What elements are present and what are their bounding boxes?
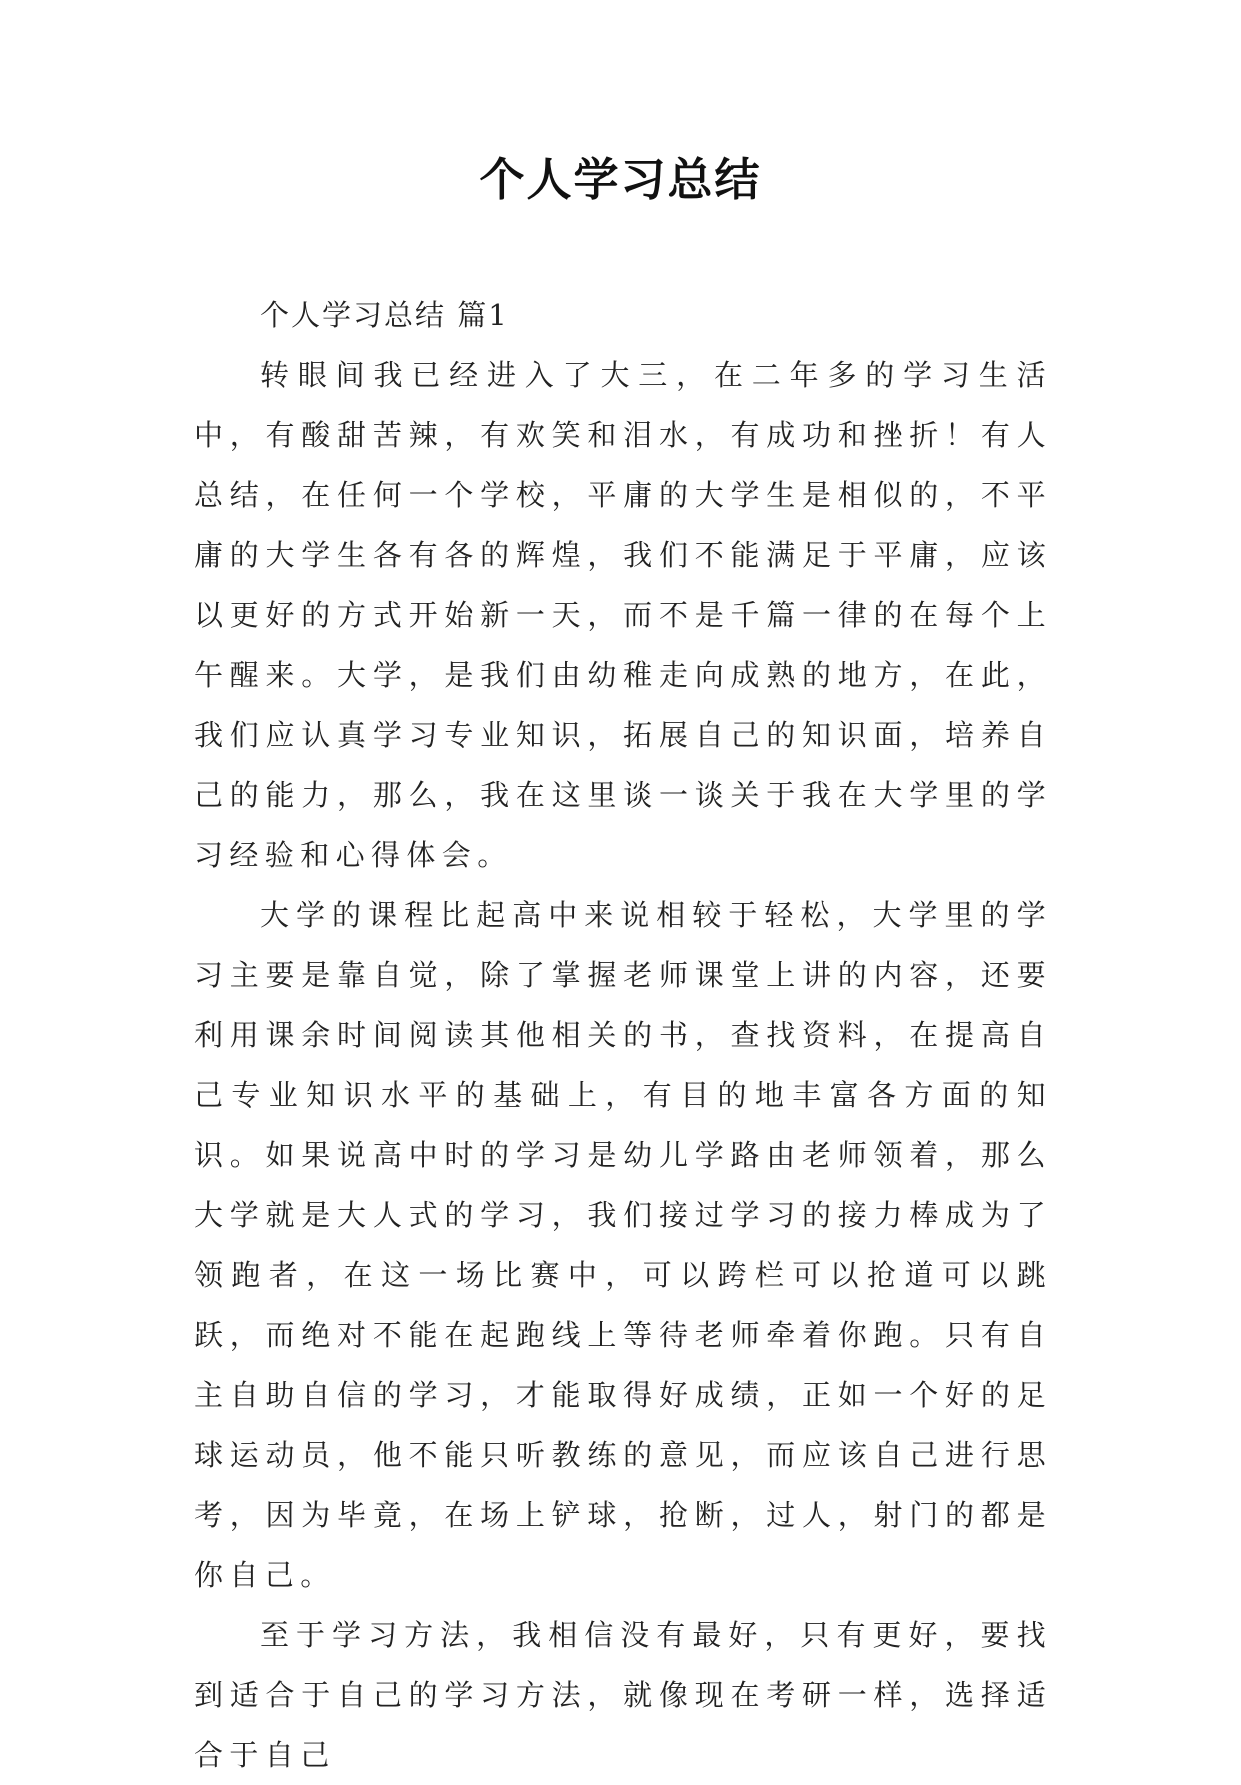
paragraph-2: 大学的课程比起高中来说相较于轻松，大学里的学习主要是靠自觉，除了掌握老师课堂上讲的内容，还要利用课余时间阅读其他相关的书，查找资料，在提高自己专业知识水平的基础上，有目的地丰富各方面的知识。如果说高中时的学习是幼儿学路由老师领着，那么大学就是大人式的学习，我们接过学习的接力棒成为了领跑者，在这一场比赛中，可以跨栏可以抢道可以跳跃，而绝对不能在起跑线上等待老师牵着你跑。只有自主自助自信的学习，才能取得好成绩，正如一个好的足球运动员，他不能只听教练的意见，而应该自己进行思考，因为毕竟，在场上铲球，抢断，过人，射门的都是你自己。 xyxy=(194,898,1052,1592)
document-title: 个人学习总结 xyxy=(479,153,762,206)
paragraph-1: 转眼间我已经进入了大三，在二年多的学习生活中，有酸甜苦辣，有欢笑和泪水，有成功和挫折！有人总结，在任何一个学校，平庸的大学生是相似的，不平庸的大学生各有各的辉煌，我们不能满足于平庸，应该以更好的方式开始新一天，而不是千篇一律的在每个上午醒来。大学，是我们由幼稚走向成熟的地方，在此，我们应认真学习专业知识，拓展自己的知识面，培养自己的能力，那么，我在这里谈一谈关于我在大学里的学习经验和心得体会。 xyxy=(194,358,1052,872)
paragraph-3: 至于学习方法，我相信没有最好，只有更好，要找到适合于自己的学习方法，就像现在考研一样，选择适合于自己 xyxy=(194,1618,1052,1772)
document-body xyxy=(194,285,1052,1785)
section-heading: 个人学习总结 篇1 xyxy=(260,298,509,332)
